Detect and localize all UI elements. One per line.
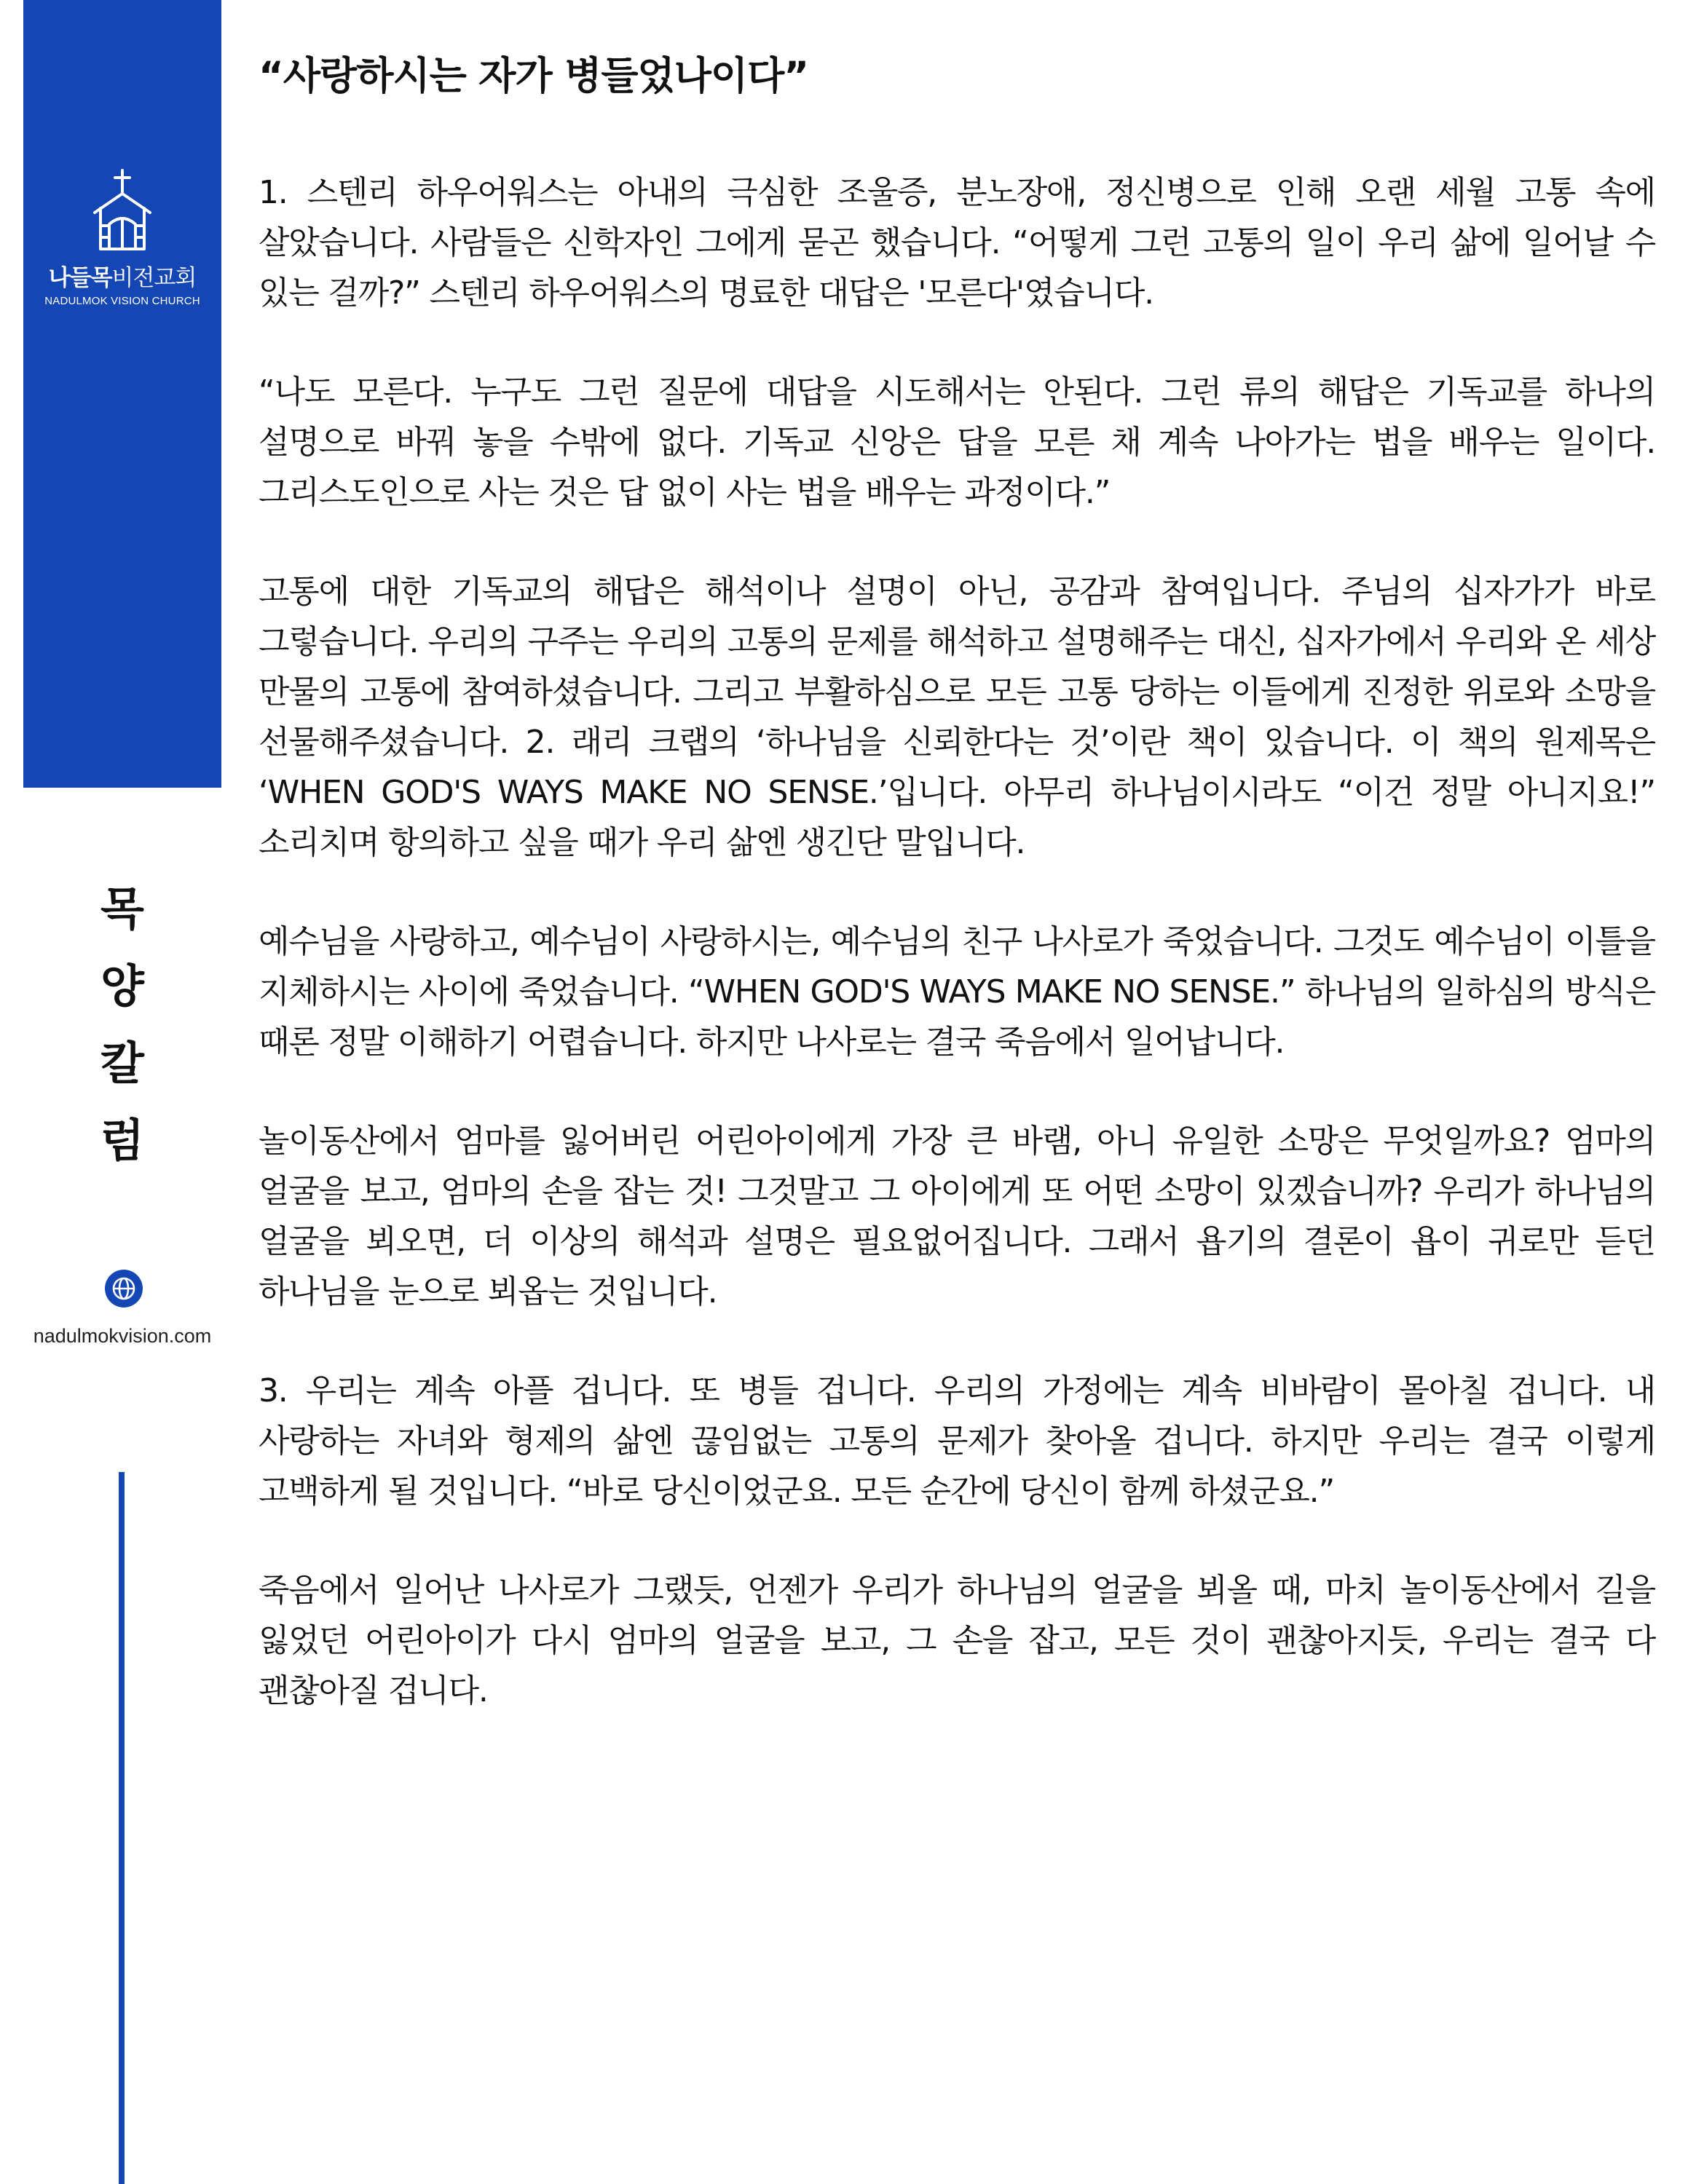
column-title-vertical — [23, 871, 221, 1179]
church-logo — [23, 167, 221, 307]
vertical-divider — [119, 1472, 125, 2184]
church-name-thin: 비전교회 — [111, 265, 197, 291]
article-paragraph: 1. 스텐리 하우어워스는 아내의 극심한 조울증, 분노장애, 정신병으로 인해 오랜 세월 고통 속에 살았습니다. 사람들은 신학자인 그에게 묻곤 했습니다. “어떻게 그런 고통의 일이 우리 삶에 일어날 수 있는 걸까?” 스텐리 하우어워스의 명료한 대답은 '모른다'였습니다. — [259, 174, 1655, 312]
church-cross-icon — [87, 167, 157, 255]
article-paragraph: “나도 모른다. 누구도 그런 질문에 대답을 시도해서는 안된다. 그런 류의 해답은 기독교를 하나의 설명으로 바꿔 놓을 수밖에 없다. 기독교 신앙은 답을 모른 채 계속 나아가는 법을 배우는 일이다. 그리스도인으로 사는 것은 답 없이 사는 법을 배우는 과정이다.” — [259, 373, 1655, 511]
column-title-char: 양 — [100, 960, 144, 1013]
article-paragraph: 예수님을 사랑하고, 예수님이 사랑하시는, 예수님의 친구 나사로가 죽었습니다. 그것도 예수님이 이틀을 지체하시는 사이에 죽었습니다. “WHEN GOD'S WAYS MAKE NO SENSE.” 하나님의 일하심의 방식은 때론 정말 이해하기 어렵습니다. 하지만 나사로는 결국 죽음에서 일어납니다. — [259, 923, 1655, 1061]
article-body — [259, 44, 1655, 1765]
article-paragraph: 3. 우리는 계속 아플 겁니다. 또 병들 겁니다. 우리의 가정에는 계속 비바람이 몰아칠 겁니다. 내 사랑하는 자녀와 형제의 삶엔 끊임없는 고통의 문제가 찾아올 겁니다. 하지만 우리는 결국 이렇게 고백하게 될 것입니다. “바로 당신이었군요. 모든 순간에 당신이 함께 하셨군요.” — [259, 1372, 1655, 1510]
sidebar-blue-panel — [23, 0, 221, 788]
church-name — [23, 259, 221, 292]
column-title-char: 럼 — [100, 1114, 144, 1167]
website-url: nadulmokvision.com — [33, 1325, 212, 1347]
column-title-char: 칼 — [100, 1037, 144, 1090]
column-title-char: 목 — [100, 882, 144, 935]
church-name-english: NADULMOK VISION CHURCH — [44, 295, 200, 307]
church-name-bold: 나들목 — [48, 265, 112, 291]
globe-icon — [104, 1269, 143, 1308]
article-title: “사랑하시는 자가 병들었나이다” — [259, 54, 809, 98]
article-paragraph: 죽음에서 일어난 나사로가 그랬듯, 언젠가 우리가 하나님의 얼굴을 뵈올 때, 마치 놀이동산에서 길을 잃었던 어린아이가 다시 엄마의 얼굴을 보고, 그 손을 잡고, 모든 것이 괜찮아지듯, 우리는 결국 다 괜찮아질 겁니다. — [259, 1572, 1655, 1709]
article-paragraph: 놀이동산에서 엄마를 잃어버린 어린아이에게 가장 큰 바램, 아니 유일한 소망은 무엇일까요? 엄마의 얼굴을 보고, 엄마의 손을 잡는 것! 그것말고 그 아이에게 또 어떤 소망이 있겠습니까? 우리가 하나님의 얼굴을 뵈오면, 더 이상의 해석과 설명은 필요없어집니다. 그래서 욥기의 결론이 욥이 귀로만 듣던 하나님을 눈으로 뵈옵는 것입니다. — [259, 1123, 1655, 1310]
article-paragraph: 고통에 대한 기독교의 해답은 해석이나 설명이 아닌, 공감과 참여입니다. 주님의 십자가가 바로 그렇습니다. 우리의 구주는 우리의 고통의 문제를 해석하고 설명해주는 대신, 십자가에서 우리와 온 세상 만물의 고통에 참여하셨습니다. 그리고 부활하심으로 모든 고통 당하는 이들에게 진정한 위로와 소망을 선물해주셨습니다. 2. 래리 크랩의 ‘하나님을 신뢰한다는 것’이란 책이 있습니다. 이 책의 원제목은 ‘WHEN GOD'S WAYS MAKE NO SENSE.’입니다. 아무리 하나님이시라도 “이건 정말 아니지요!” 소리치며 항의하고 싶을 때가 우리 삶엔 생긴단 말입니다. — [259, 573, 1655, 861]
